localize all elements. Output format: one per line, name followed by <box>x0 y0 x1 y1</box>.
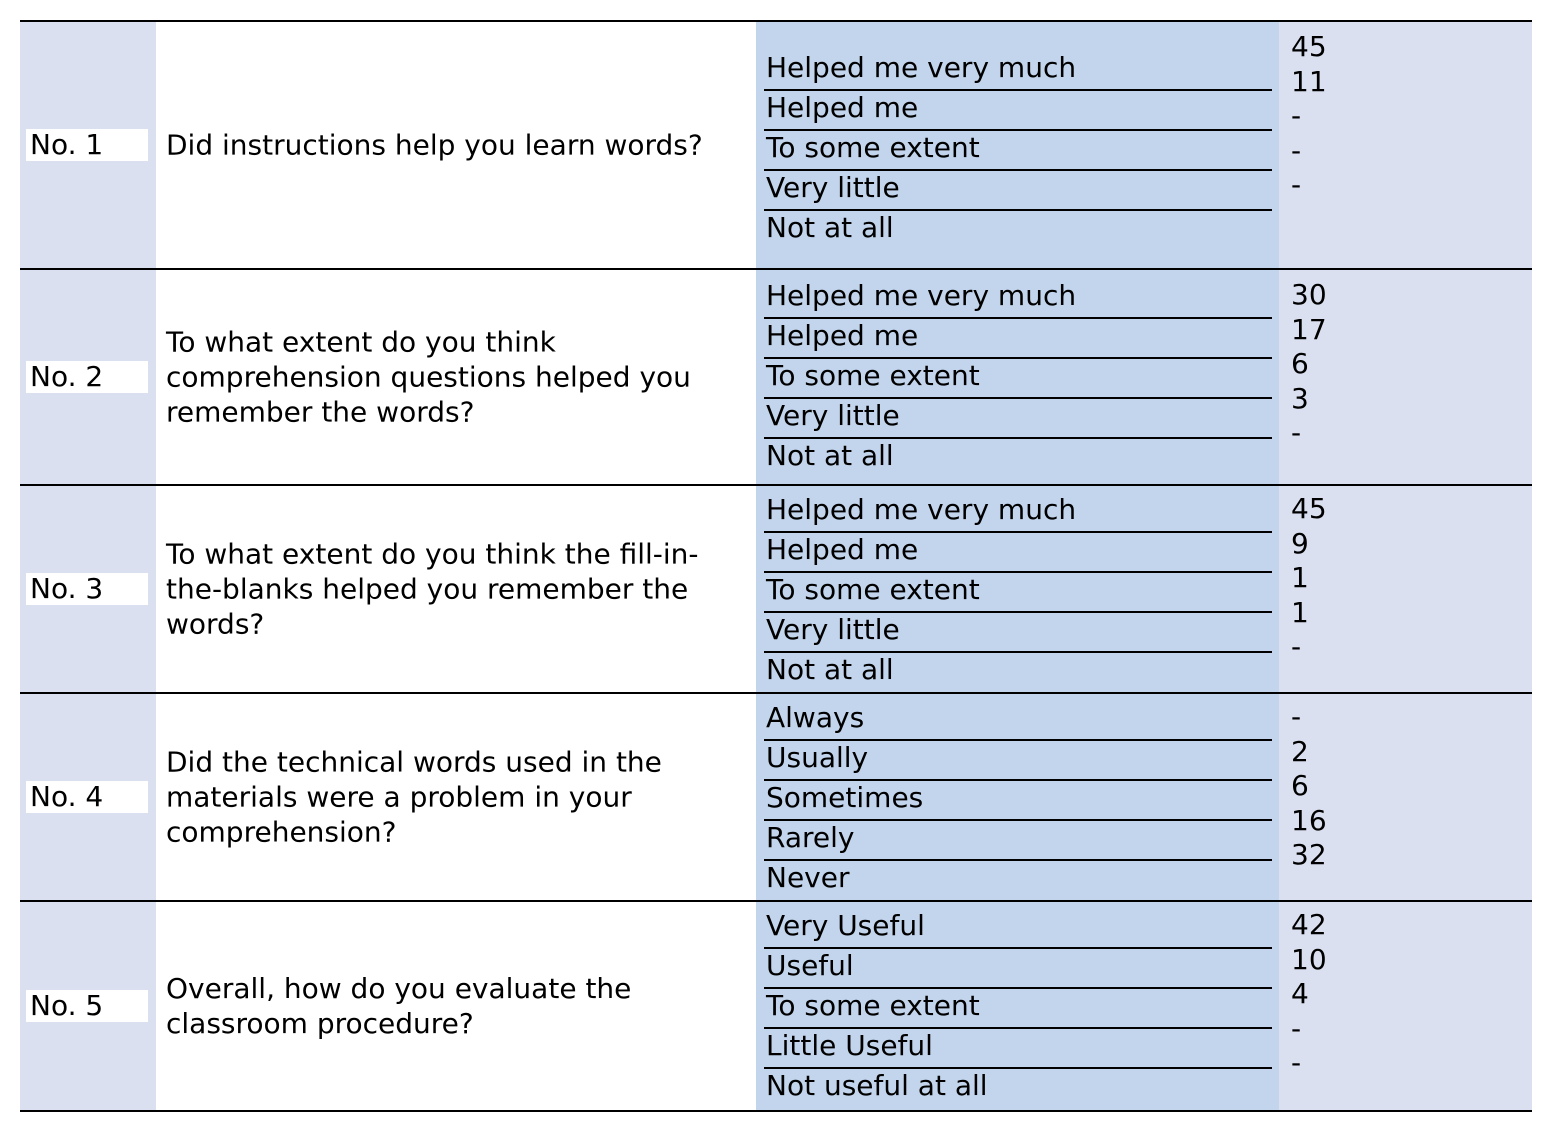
question-number: No. 2 <box>26 361 148 393</box>
question-number: No. 4 <box>26 781 148 813</box>
answer-option: Useful <box>764 946 1274 986</box>
question-cell <box>156 694 756 900</box>
response-count: - <box>1291 416 1302 449</box>
response-count: 32 <box>1291 838 1327 871</box>
question-number-cell <box>20 270 156 484</box>
question-cell <box>156 22 756 268</box>
question-text: To what extent do you think the fill-in-the-blanks helped you remember the words? <box>166 537 699 641</box>
question-text: To what extent do you think comprehension questions helped you remember the words? <box>166 325 691 429</box>
response-count: - <box>1291 700 1302 733</box>
answer-option: Rarely <box>764 818 1274 858</box>
answer-option: To some extent <box>764 986 1274 1026</box>
response-count: 16 <box>1291 803 1327 837</box>
answer-options-cell <box>756 22 1279 268</box>
response-count: 30 <box>1291 278 1327 311</box>
question-row <box>20 692 1532 900</box>
answer-option: Helped me very much <box>764 48 1274 88</box>
answer-option: To some extent <box>764 128 1274 168</box>
answer-option: Little Useful <box>764 1026 1274 1066</box>
question-number: No. 3 <box>26 573 148 605</box>
response-counts-cell <box>1279 486 1532 692</box>
answer-options-cell <box>756 486 1279 692</box>
question-row <box>20 268 1532 484</box>
response-count: 3 <box>1291 381 1309 415</box>
answer-option: Very Useful <box>764 906 1274 946</box>
answer-option: To some extent <box>764 570 1274 610</box>
response-count: 17 <box>1291 312 1327 346</box>
question-number-cell <box>20 486 156 692</box>
response-count: 2 <box>1291 734 1309 768</box>
answer-option: Helped me <box>764 88 1274 128</box>
answer-option: Very little <box>764 396 1274 436</box>
answer-option: Helped me very much <box>764 490 1274 530</box>
answer-option: Never <box>766 861 850 894</box>
question-number-cell <box>20 902 156 1110</box>
answer-option: Not at all <box>766 653 894 686</box>
response-count: 6 <box>1291 347 1309 380</box>
answer-option: Helped me <box>764 316 1274 356</box>
response-count: 11 <box>1291 64 1327 98</box>
response-count: 42 <box>1291 908 1327 941</box>
answer-option: Always <box>764 698 1274 738</box>
answer-options-cell <box>756 902 1279 1110</box>
answer-option: Very little <box>764 168 1274 208</box>
answer-option: Not at all <box>766 439 894 472</box>
question-text: Did instructions help you learn words? <box>166 128 703 162</box>
answer-option: Not useful at all <box>766 1069 988 1102</box>
answer-option: Usually <box>764 738 1274 778</box>
response-count: - <box>1291 1011 1302 1045</box>
question-cell <box>156 902 756 1110</box>
question-row <box>20 484 1532 692</box>
question-cell <box>156 486 756 692</box>
response-count: 4 <box>1291 977 1309 1010</box>
response-count: 9 <box>1291 526 1309 560</box>
question-text: Did the technical words used in the materials were a problem in your comprehension? <box>166 745 662 849</box>
question-cell <box>156 270 756 484</box>
response-count: - <box>1291 1046 1302 1079</box>
survey-results-table <box>20 20 1532 1112</box>
question-number: No. 1 <box>26 129 148 161</box>
question-row <box>20 900 1532 1112</box>
response-count: 10 <box>1291 942 1327 976</box>
response-count: - <box>1291 168 1302 201</box>
question-number-cell <box>20 22 156 268</box>
question-text: Overall, how do you evaluate the classroom procedure? <box>166 972 632 1040</box>
response-count: - <box>1291 99 1302 132</box>
response-counts-cell <box>1279 22 1532 268</box>
answer-option: Sometimes <box>764 778 1274 818</box>
answer-option: To some extent <box>764 356 1274 396</box>
answer-option: Not at all <box>766 211 894 244</box>
response-counts-cell <box>1279 270 1532 484</box>
response-counts-cell <box>1279 902 1532 1110</box>
answer-option: Helped me <box>764 530 1274 570</box>
answer-options-cell <box>756 694 1279 900</box>
question-number: No. 5 <box>26 990 148 1022</box>
response-count: - <box>1291 133 1302 167</box>
answer-option: Very little <box>764 610 1274 650</box>
response-count: 1 <box>1291 561 1309 594</box>
response-counts-cell <box>1279 694 1532 900</box>
answer-options-cell <box>756 270 1279 484</box>
question-row <box>20 20 1532 268</box>
response-count: 45 <box>1291 30 1327 63</box>
response-count: - <box>1291 630 1302 663</box>
answer-option: Helped me very much <box>764 276 1274 316</box>
question-number-cell <box>20 694 156 900</box>
response-count: 45 <box>1291 492 1327 525</box>
response-count: 1 <box>1291 595 1309 629</box>
response-count: 6 <box>1291 769 1309 802</box>
